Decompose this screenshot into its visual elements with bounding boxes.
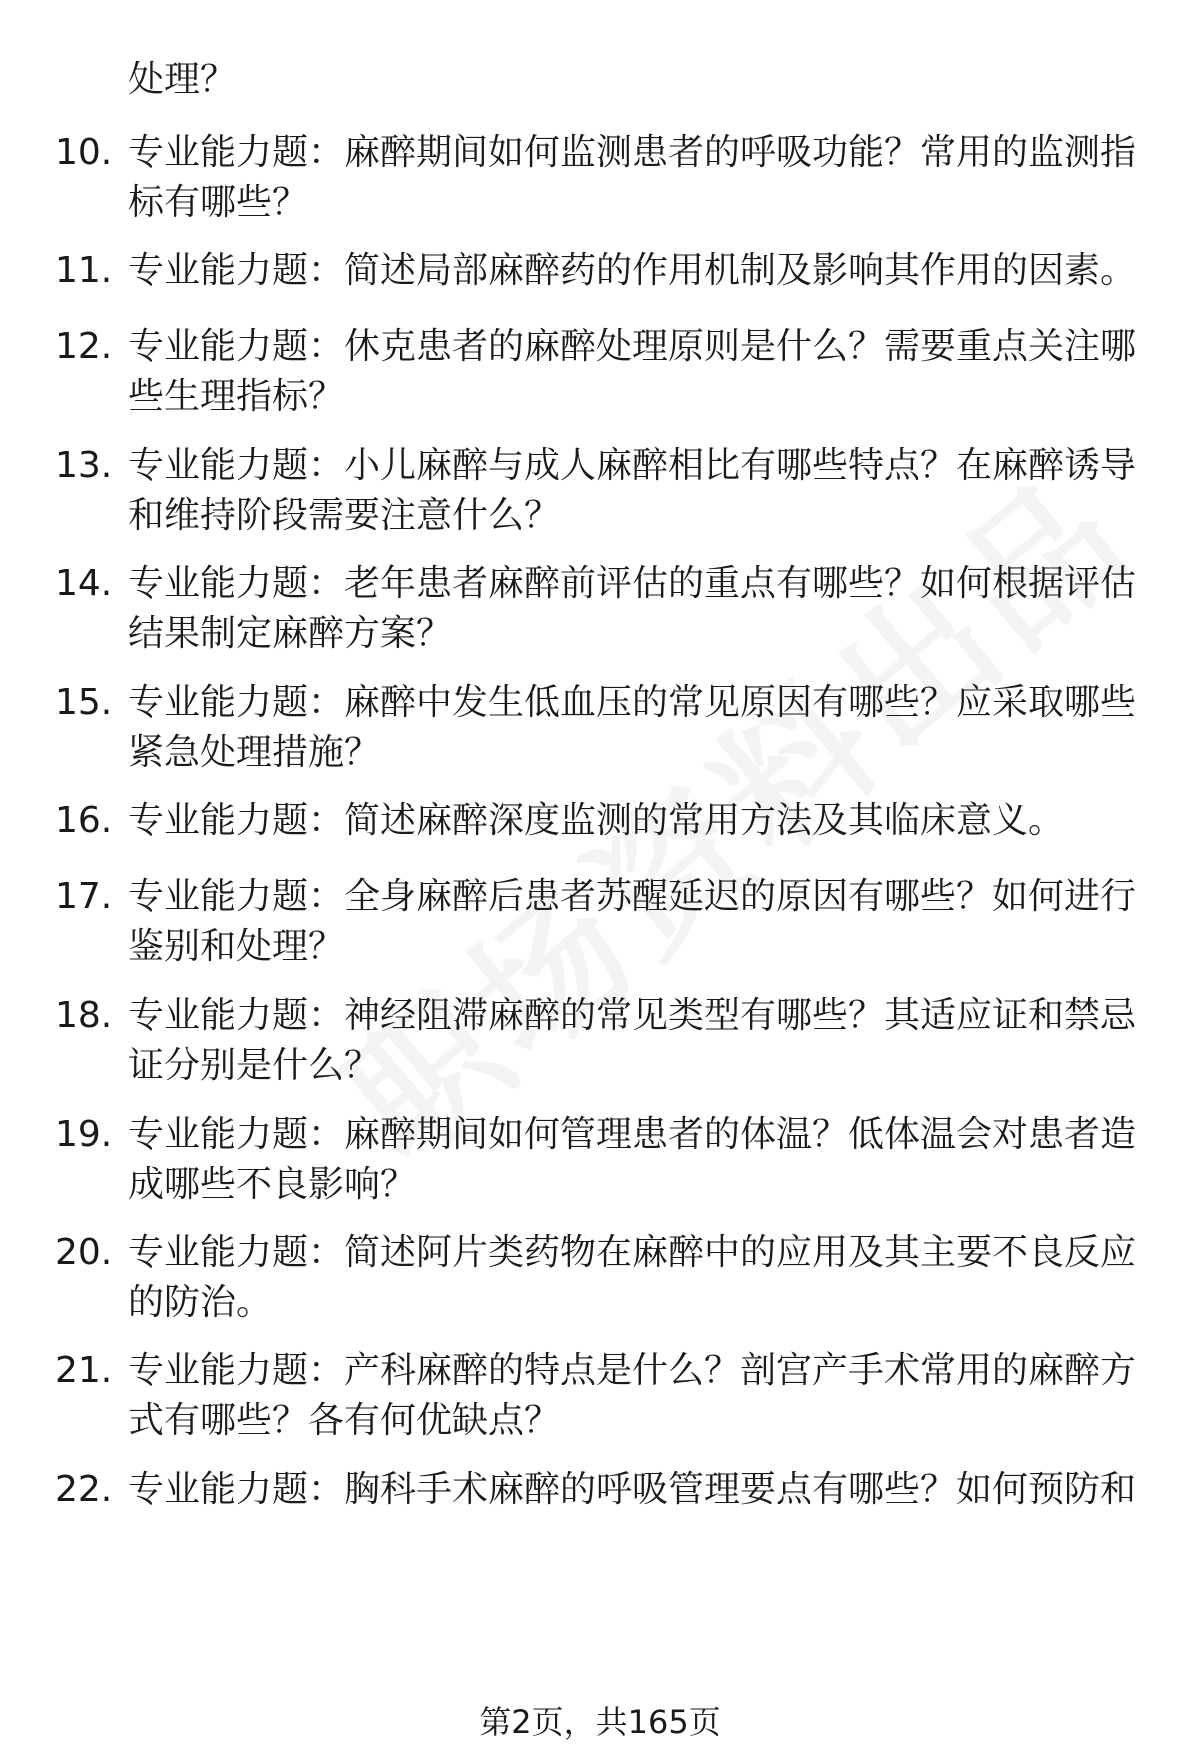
page-footer: 第2页，共165页: [479, 1703, 721, 1741]
question-number: 19.: [55, 1114, 113, 1155]
question-number: 13.: [55, 445, 113, 486]
question-number: 22.: [55, 1469, 113, 1510]
question-text: 专业能力题：麻醉期间如何管理患者的体温？低体温会对患者造成哪些不良影响？: [128, 1114, 1137, 1205]
continuation-text: 处理？: [128, 59, 237, 100]
question-number: 21.: [55, 1350, 113, 1391]
question-number: 18.: [55, 995, 113, 1036]
question-text: 专业能力题：神经阻滞麻醉的常见类型有哪些？其适应证和禁忌证分别是什么？: [128, 995, 1137, 1086]
question-number: 11.: [55, 250, 113, 291]
question-number: 10.: [55, 132, 113, 173]
question-number: 14.: [55, 563, 113, 604]
question-text: 专业能力题：简述局部麻醉药的作用机制及影响其作用的因素。: [128, 250, 1137, 291]
question-text: 专业能力题：休克患者的麻醉处理原则是什么？需要重点关注哪些生理指标？: [128, 326, 1137, 417]
question-number: 20.: [55, 1232, 113, 1273]
question-text: 专业能力题：老年患者麻醉前评估的重点有哪些？如何根据评估结果制定麻醉方案？: [128, 563, 1137, 654]
question-number: 15.: [55, 682, 113, 723]
question-text: 专业能力题：简述麻醉深度监测的常用方法及其临床意义。: [128, 800, 1065, 841]
question-number: 12.: [55, 326, 113, 367]
question-text: 专业能力题：产科麻醉的特点是什么？剖宫产手术常用的麻醉方式有哪些？各有何优缺点？: [128, 1350, 1137, 1441]
question-text: 专业能力题：简述阿片类药物在麻醉中的应用及其主要不良反应的防治。: [128, 1232, 1137, 1323]
question-text: 专业能力题：胸科手术麻醉的呼吸管理要点有哪些？如何预防和: [128, 1469, 1137, 1510]
question-number: 16.: [55, 800, 113, 841]
question-text: 专业能力题：全身麻醉后患者苏醒延迟的原因有哪些？如何进行鉴别和处理？: [128, 876, 1137, 967]
question-text: 专业能力题：麻醉期间如何监测患者的呼吸功能？常用的监测指标有哪些？: [128, 132, 1137, 223]
question-text: 专业能力题：小儿麻醉与成人麻醉相比有哪些特点？在麻醉诱导和维持阶段需要注意什么？: [128, 445, 1137, 536]
question-text: 专业能力题：麻醉中发生低血压的常见原因有哪些？应采取哪些紧急处理措施？: [128, 682, 1137, 773]
question-number: 17.: [55, 876, 113, 917]
